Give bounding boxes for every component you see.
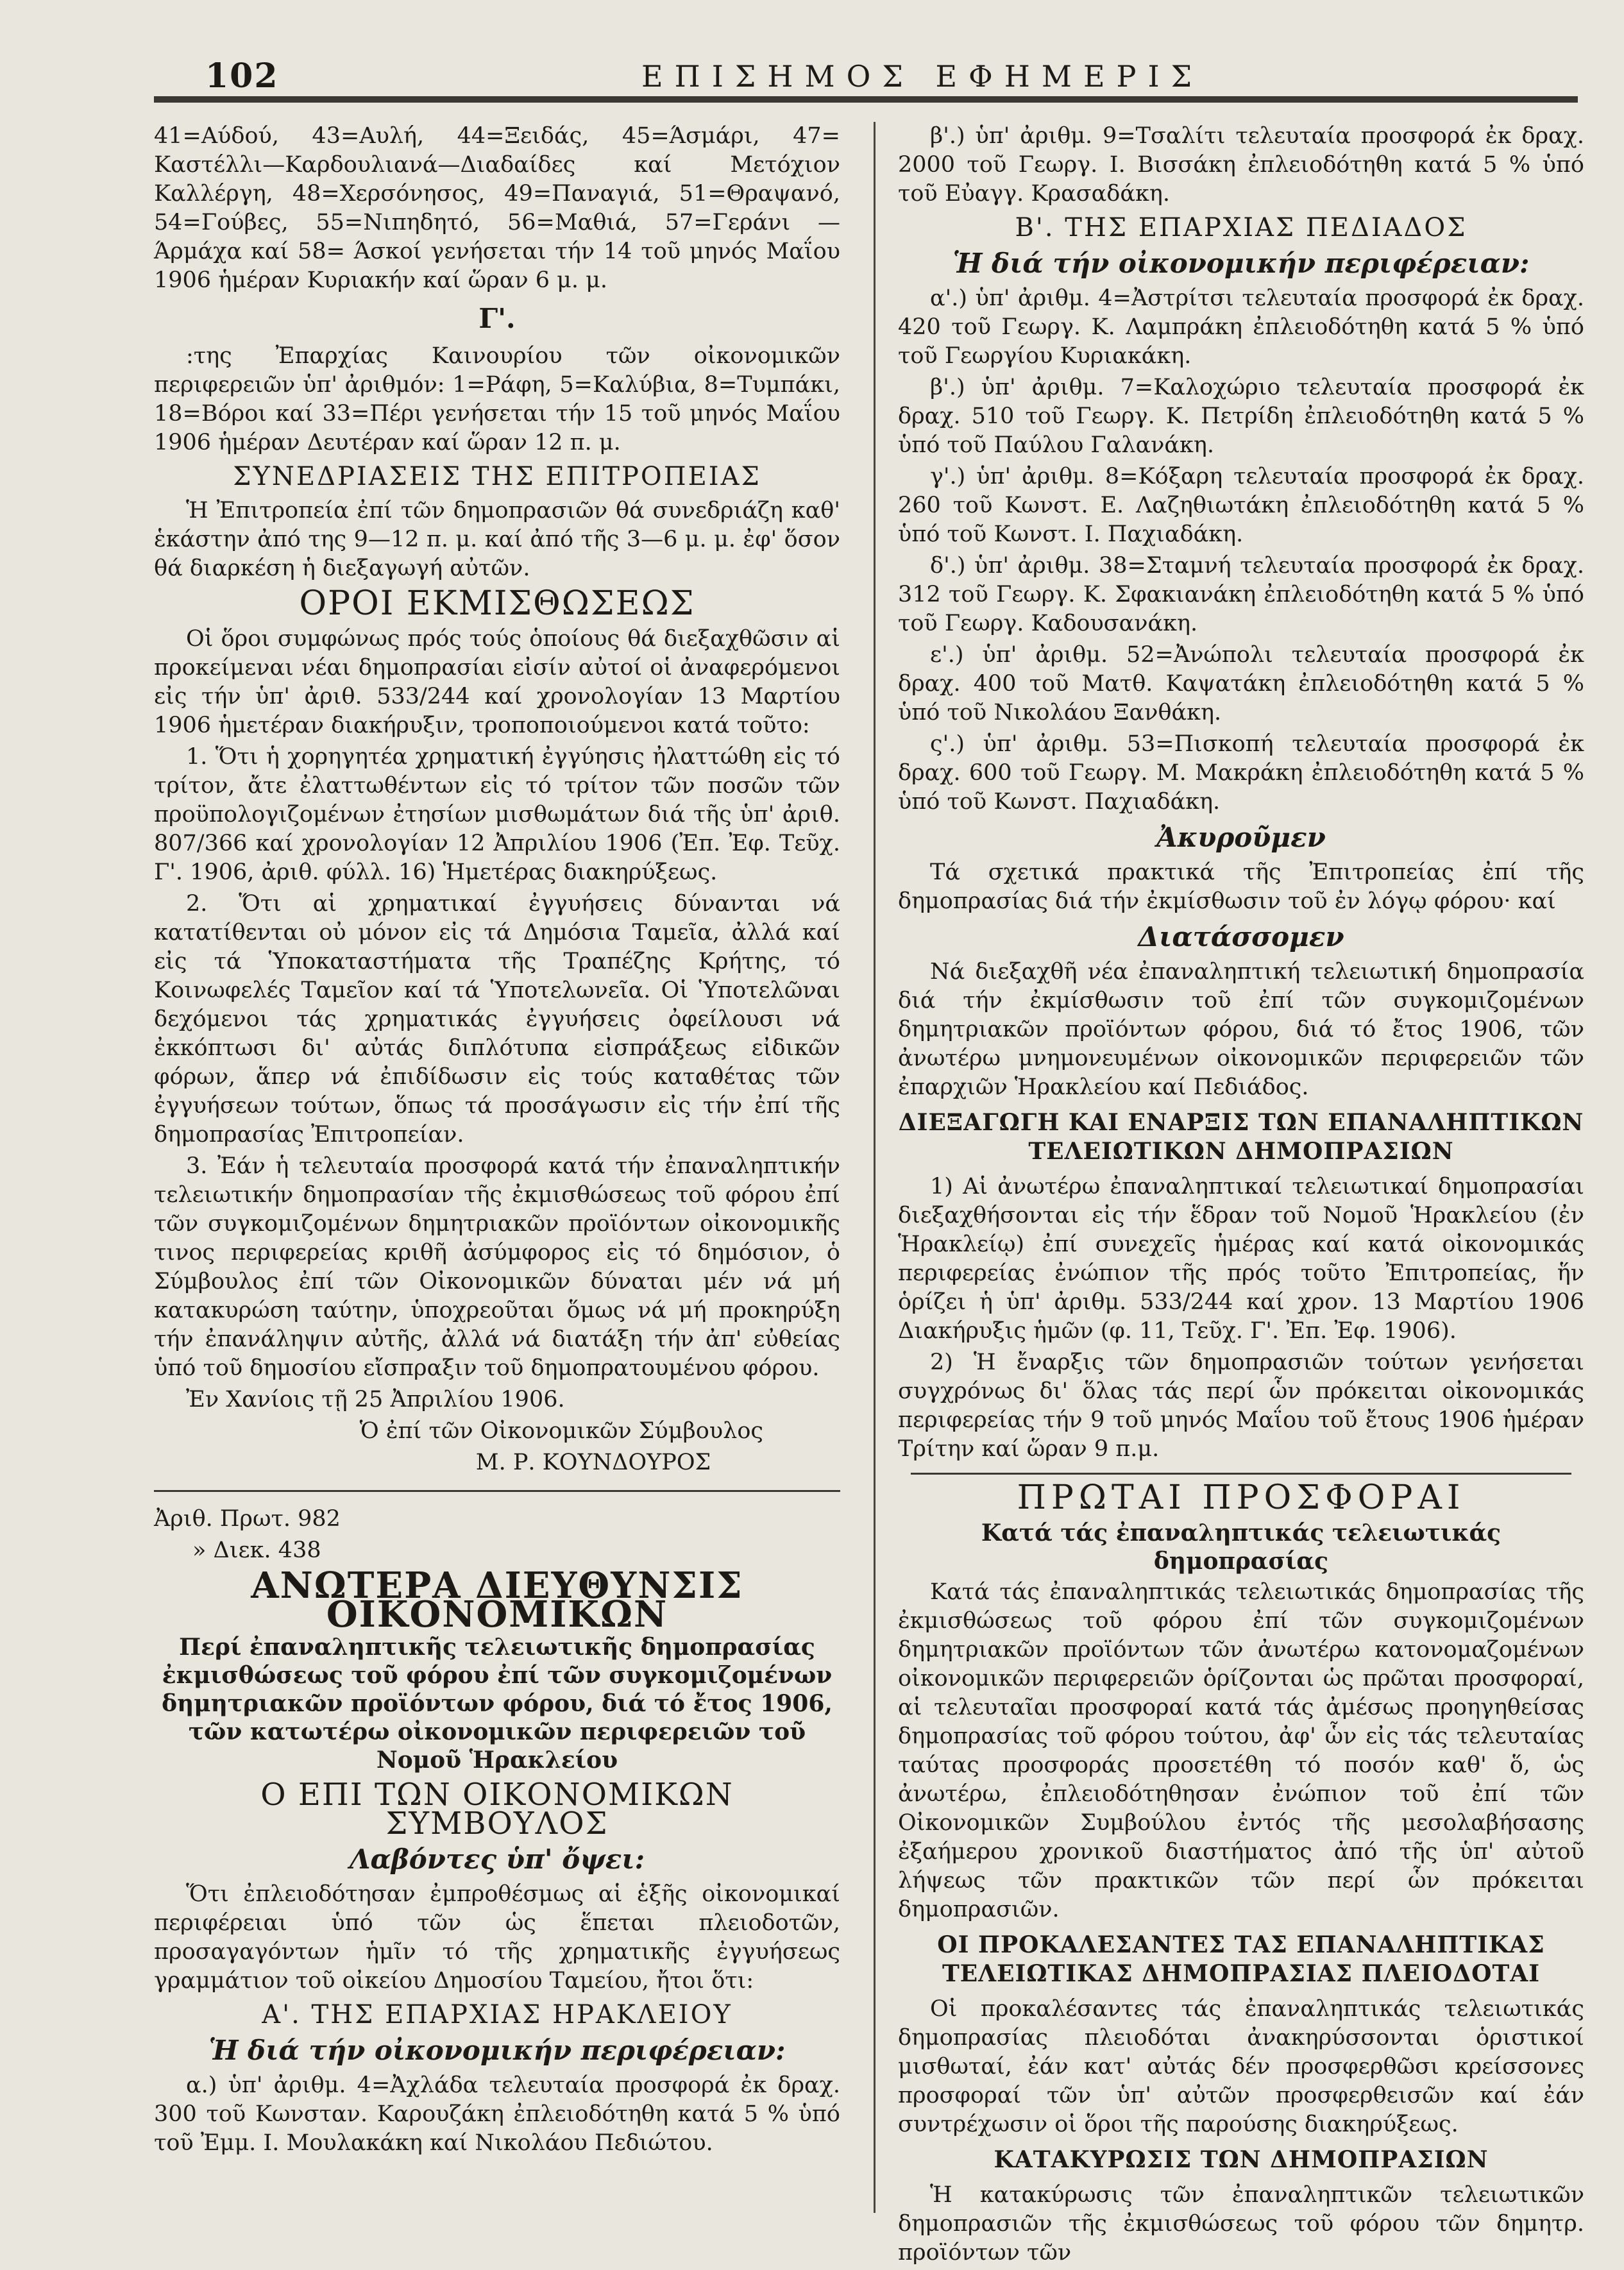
subheading-auctions: Κατά τάς ἐπαναληπτικάς τελειωτικάς δημοπρασίας: [981, 1520, 1501, 1575]
subheading-authority: Περί ἐπαναληπτικῆς τελειωτικῆς δημοπρασίας ἐκμισθώσεως τοῦ φόρου ἐπί τῶν συγκομιζομένων δημητριακῶν προϊόντων φόρου, διά τό ἔτος 1906, τῶν κατωτέρω οἰκονομικῶν περιφερειῶν τοῦ Νομοῦ Ἡρακλείου: [162, 1634, 833, 1774]
paragraph: α.) ὑπ' ἀριθμ. 4=Ἀχλάδα τελευταία προσφορά ἐκ δραχ. 300 τοῦ Κωνσταν. Καρουζάκη ἐπλειοδότηθη κατά 5 % ὑπό τοῦ Ἐμμ. Ι. Μουλακάκη καί Νικολάου Πεδιώτου.: [154, 2072, 840, 2156]
paragraph: 41=Αύδού, 43=Αυλή, 44=Ξειδάς, 45=Άσμάρι, 47= Καστέλλι—Καρδουλιανά—Διαδαίδες καί Μετόχιον Καλλέργη, 48=Χερσόνησος, 49=Παναγιά, 51=Θραψανό, 54=Γούβες, 55=Νιπηδητό, 56=Μαθιά, 57=Γεράνι —Άρμάχα καί 58= Άσκοί γενήσεται τήν 14 τοῦ μηνός Μαΐου 1906 ἡμέραν Κυριακήν καί ὥραν 6 μ. μ.: [154, 123, 840, 293]
heading-sessions: ΣΥΝΕΔΡΙΑΣΕΙΣ ΤΗΣ ΕΠΙΤΡΟΠΕΙΑΣ: [233, 462, 761, 491]
paragraph: 3. Ἐάν ἡ τελευταία προσφορά κατά τήν ἐπαναληπτικήν τελειωτικήν δημοπρασίαν τῆς ἐκμισθώσεως τοῦ φόρου ἐπί τῶν συγκομιζομένων δημητριακῶν προϊόντων οἰκονομικῆς τινος περιφερείας κριθῆ ἀσύμφορος εἰς τό δημόσιον, ὁ Σύμβουλος ἐπί τῶν Οἰκονομικῶν δύναται μέν νά μή κατακυρώση ταύτην, ὑποχρεοῦται ὅμως νά μή προκηρύξη τήν ἐπανάληψιν αὐτῆς, ἀλλά νά διατάξη τήν ἀπ' εὐθείας ὑπό τοῦ δημοσίου εἴσπραξιν τοῦ δημοπρατουμένου φόρου.: [154, 1153, 840, 1381]
right-column: [898, 122, 1584, 2270]
heading-conduct: ΔΙΕΞΑΓΩΓΗ ΚΑΙ ΕΝΑΡΞΙΣ ΤΩΝ ΕΠΑΝΑΛΗΠΤΙΚΩΝ ΤΕΛΕΙΩΤΙΚΩΝ ΔΗΜΟΠΡΑΣΙΩΝ: [898, 1109, 1584, 1165]
paragraph: β'.) ὑπ' ἀριθμ. 9=Τσαλίτι τελευταία προσφορά ἐκ δραχ. 2000 τοῦ Γεωργ. Ι. Βισσάκη ἐπλειοδότηθη κατά 5 % ὑπό τοῦ Εὐαγγ. Κρασαδάκη.: [898, 123, 1584, 207]
paragraph: Τά σχετικά πρακτικά τῆς Ἐπιτροπείας ἐπί τῆς δημοπρασίας διά τήν ἐκμίσθωσιν τοῦ ἐν λόγῳ φόρου· καί: [898, 860, 1584, 914]
heading-district-a: Α'. ΤΗΣ ΕΠΑΡΧΙΑΣ ΗΡΑΚΛΕΙΟΥ: [262, 2000, 732, 2029]
signature-title: Ὁ ἐπί τῶν Οἰκονομικῶν Σύμβουλος: [359, 1418, 763, 1444]
paragraph: δ'.) ὑπ' ἀριθμ. 38=Σταμνή τελευταία προσφορά ἐκ δραχ. 312 τοῦ Γεωργ. Κ. Σφακιανάκη ἐπλειοδότηθη κατά 5 % ὑπό τοῦ Γεωργ. Καδουσανάκη.: [898, 553, 1584, 636]
date-line: Ἐν Χανίοις τῇ 25 Ἀπριλίου 1906.: [186, 1387, 565, 1412]
heading-district-b: Β'. ΤΗΣ ΕΠΑΡΧΙΑΣ ΠΕΔΙΑΔΟΣ: [1015, 213, 1468, 242]
header-rule: [154, 96, 1578, 103]
paragraph: Ἡ Ἐπιτροπεία ἐπί τῶν δημοπρασιῶν θά συνεδριάζη καθ' ἑκάστην ἀπό της 9—12 π. μ. καί ἀπό τῆς 3—6 μ. μ. ἐφ' ὅσον θά διαρκέση ἡ διεξαγωγή αὐτῶν.: [154, 498, 840, 581]
reference-number: Ἀριθ. Πρωτ. 982: [154, 1506, 341, 1532]
divider: [154, 1490, 840, 1492]
heading-region-a: Ἡ διά τήν οἰκονομικήν περιφέρειαν:: [208, 2035, 786, 2066]
divider: [911, 1473, 1571, 1475]
section-gamma: Γ'.: [478, 303, 516, 334]
paragraph: Νά διεξαχθῆ νέα ἐπαναληπτική τελειωτική δημοπρασία διά τήν ἐκμίσθωσιν τοῦ ἐπί τῶν συγκομιζομένων δημητριακῶν προϊόντων φόρου, διά τό ἔτος 1906, τῶν ἀνωτέρω μνημονευμένων οἰκονομικῶν περιφερειῶν τῶν ἐπαρχιῶν Ἡρακλείου καί Πεδιάδος.: [898, 959, 1584, 1100]
paragraph: Ὅτι ἐπλειοδότησαν ἐμπροθέσμως αἱ ἑξῆς οἰκονομικαί περιφέρειαι ὑπό τῶν ὡς ἕπεται πλειοδοτῶν, προσαγαγόντων ἡμῖν τό τῆς χρηματικῆς ἐγγυήσεως γραμμάτιον τοῦ οἰκείου Δημοσίου Ταμείου, ἤτοι ὅτι:: [154, 1881, 840, 1994]
column-divider: [874, 122, 875, 2213]
paragraph: Κατά τάς ἐπαναληπτικάς τελειωτικάς δημοπρασίας τῆς ἐκμισθώσεως τοῦ φόρου ἐπί τῶν συγκομιζομένων δημητριακῶν προϊόντων τῶν ἀνωτέρω κατονομαζομένων οἰκονομικῶν περιφερειῶν ὁρίζονται ὡς πρῶται προσφοραί, αἱ τελευταῖαι προσφοραί κατά τάς ἀμέσως προηγηθείσας δημοπρασίας τοῦ φόρου τούτου, ἀφ' ὧν εἰς τάς τελευταίας ταύτας προσφοράς προσετέθη τό ποσόν καθ' ὅ, ὡς ἀνωτέρω, ἐπλειοδότηθησαν ἐνώπιον τοῦ ἐπί τῶν Οἰκονομικῶν Συμβούλου ἐντός τῆς μεσολαβήσασης ἐξαήμερου χρονικοῦ διαστήματος ἀπό τῆς ὑπ' αὐτοῦ λήψεως τῶν πρακτικῶν τῶν περί ὧν πρόκειται δημοπρασιῶν.: [898, 1579, 1584, 1922]
paragraph: 2. Ὅτι αἱ χρηματικαί ἐγγυήσεις δύνανται νά κατατίθενται οὐ μόνον εἰς τά Δημόσια Ταμεῖα, ἀλλά καί εἰς τά Ὑποκαταστήματα τῆς Τραπέζης Κρήτης, τό Κοινωφελές Ταμεῖον καί τά Ὑποτελωνεῖα. Οἱ Ὑποτελῶναι δεχόμενοι τάς χρηματικάς ἐγγυήσεις ὀφείλουσι νά ἐκκόπτωσι δι' αὐτάς διπλότυπα εἰσπράξεως εἰδικῶν φόρων, ἅπερ νά ἐπιδίδωσιν εἰς τούς καταθέτας τῶν ἐγγυήσεων τούτων, ὅπως τά προσάγωσιν εἰς τήν ἐπί τῆς δημοπρασίας Ἐπιτροπείαν.: [154, 891, 840, 1148]
paragraph: 1) Αἱ ἀνωτέρω ἐπαναληπτικαί τελειωτικαί δημοπρασίαι διεξαχθήσονται εἰς τήν ἕδραν τοῦ Νομοῦ Ἡρακλείου (ἐν Ἡρακλείῳ) ἐπί συνεχεῖς ἡμέρας καί κατά οἰκονομικάς περιφερείας ἐνώπιον τῆς πρός τοῦτο Ἐπιτροπείας, ἥν ὁρίζει ἡ ὑπ' ἀριθμ. 533/244 καί χρον. 13 Μαρτίου 1906 Διακήρυξις ἡμῶν (φ. 11, Τεῦχ. Γ'. Ἐπ. Ἐφ. 1906).: [898, 1174, 1584, 1344]
heading-bidders: ΟΙ ΠΡΟΚΑΛΕΣΑΝΤΕΣ ΤΑΣ ΕΠΑΝΑΛΗΠΤΙΚΑΣ ΤΕΛΕΙΩΤΙΚΑΣ ΔΗΜΟΠΡΑΣΙΑΣ ΠΛΕΙΟΔΟΤΑΙ: [937, 1931, 1545, 1987]
heading-first-offers: ΠΡΩΤΑΙ ΠΡΟΣΦΟΡΑΙ: [1017, 1478, 1466, 1517]
reference-number: » Διεκ. 438: [192, 1537, 321, 1563]
paragraph: :της Ἐπαρχίας Καινουρίου τῶν οἰκονομικῶν περιφερειῶν ὑπ' ἀριθμόν: 1=Ράφη, 5=Καλύβια, 8=Τυμπάκι, 18=Βόροι καί 33=Πέρι γενήσεται τήν 15 τοῦ μηνός Μαΐου 1906 ἡμέραν Δευτέραν καί ὥραν 12 π. μ.: [154, 343, 840, 455]
heading-authority: ΑΝΩΤΕΡΑ ΔΙΕΥΘΥΝΣΙΣ ΟΙΚΟΝΟΜΙΚΩΝ: [251, 1564, 743, 1636]
heading-annul: Ἀκυροῦμεν: [1156, 822, 1326, 853]
heading-award: ΚΑΤΑΚΥΡΩΣΙΣ ΤΩΝ ΔΗΜΟΠΡΑΣΙΩΝ: [994, 2146, 1489, 2173]
paragraph: Οἱ προκαλέσαντες τάς ἐπαναληπτικάς τελειωτικάς δημοπρασίας πλειοδόται ἀνακηρύσσονται ὁριστικοί μισθωταί, ἐάν κατ' αὐτάς δέν προσφερθῶσι κρείσσονες προσφοραί τῶν ὑπ' αὐτῶν προσφερθεισῶν καί ἐάν συντρέχωσιν οἱ ὅροι τῆς παρούσης διακηρύξεως.: [898, 1996, 1584, 2137]
paragraph: γ'.) ὑπ' ἀριθμ. 8=Κόξαρη τελευταία προσφορά ἐκ δραχ. 260 τοῦ Κωνστ. Ε. Λαζηθιωτάκη ἐπλειοδότηθη κατά 5 % ὑπό τοῦ Κωνστ. Ι. Παχιαδάκη.: [898, 464, 1584, 547]
heading-counselor: Ο ΕΠΙ ΤΩΝ ΟΙΚΟΝΟΜΙΚΩΝ ΣΥΜΒΟΥΛΟΣ: [260, 1777, 734, 1842]
left-column: [154, 122, 840, 2160]
signature-name: Μ. Ρ. ΚΟΥΝΔΟΥΡΟΣ: [475, 1450, 711, 1475]
paragraph: β'.) ὑπ' ἀριθμ. 7=Καλοχώριο τελευταία προσφορά ἐκ δραχ. 510 τοῦ Γεωργ. Κ. Πετρίδη ἐπλειοδότηθη κατά 5 % ὑπό τοῦ Παύλου Γαλανάκη.: [898, 375, 1584, 458]
paragraph: 2) Ἡ ἔναρξις τῶν δημοπρασιῶν τούτων γενήσεται συγχρόνως δι' ὅλας τάς περί ὧν πρόκειται οἰκονομικάς περιφερείας τήν 9 τοῦ μηνός Μαΐου τοῦ ἔτους 1906 ἡμέραν Τρίτην καί ὥραν 9 π.μ.: [898, 1350, 1584, 1462]
paragraph: Ἡ κατακύρωσις τῶν ἐπαναληπτικῶν τελειωτικῶν δημοπρασιῶν τῆς ἐκμισθώσεως τοῦ φόρου τῶν δημητρ. προϊόντων τῶν: [898, 2182, 1584, 2266]
paragraph: 1. Ὅτι ἡ χορηγητέα χρηματική ἐγγύησις ἠλαττώθη εἰς τό τρίτον, ἄτε ἐλαττωθέντων εἰς τό τρίτον τῶν ποσῶν τῶν προϋπολογιζομένων ἐτησίων μισθωμάτων διά τῆς ὑπ' ἀριθ. 807/366 καί χρονολογίαν 12 Ἀπριλίου 1906 (Ἐπ. Ἐφ. Τεῦχ. Γ'. 1906, ἀριθ. φύλλ. 16) Ἡμετέρας διακηρύξεως.: [154, 744, 840, 885]
page-header: [192, 56, 1591, 97]
paragraph: Οἱ ὅροι συμφώνως πρός τούς ὁποίους θά διεξαχθῶσιν αἱ προκείμεναι νέαι δημοπρασίαι εἰσίν αὐτοί οἱ ἀναφερόμενοι εἰς τήν ὑπ' ἀριθ. 533/244 καί χρονολογίαν 13 Μαρτίου 1906 ἡμετέραν διακήρυξιν, τροποποιούμενοι κατά τοῦτο:: [154, 626, 840, 738]
paragraph: α'.) ὑπ' ἀριθμ. 4=Ἀστρίτσι τελευταία προσφορά ἐκ δραχ. 420 τοῦ Γεωργ. Κ. Λαμπράκη ἐπλειοδότηθη κατά 5 % ὑπό τοῦ Γεωργίου Κυριακάκη.: [898, 285, 1584, 369]
page-number: 102: [205, 56, 279, 96]
heading-region-b: Ἡ διά τήν οἰκονομικήν περιφέρειαν:: [952, 248, 1530, 279]
heading-considering: Λαβόντες ὑπ' ὄψει:: [349, 1843, 645, 1875]
heading-order: Διατάσσομεν: [1138, 921, 1344, 953]
journal-title: ΕΠΙΣΗΜΟΣ ΕΦΗΜΕΡΙΣ: [641, 59, 1204, 94]
paragraph: ς'.) ὑπ' ἀριθμ. 53=Πισκοπή τελευταία προσφορά ἐκ δραχ. 600 τοῦ Γεωργ. Μ. Μακράκη ἐπλειοδότηθη κατά 5 % ὑπό τοῦ Κωνστ. Παχιαδάκη.: [898, 731, 1584, 815]
paragraph: ε'.) ὑπ' ἀριθμ. 52=Ἀνώπολι τελευταία προσφορά ἐκ δραχ. 400 τοῦ Ματθ. Καψατάκη ἐπλειοδότηθη κατά 5 % ὑπό τοῦ Νικολάου Ξανθάκη.: [898, 642, 1584, 725]
heading-terms: ΟΡΟΙ ΕΚΜΙΣΘΩΣΕΩΣ: [299, 584, 695, 623]
